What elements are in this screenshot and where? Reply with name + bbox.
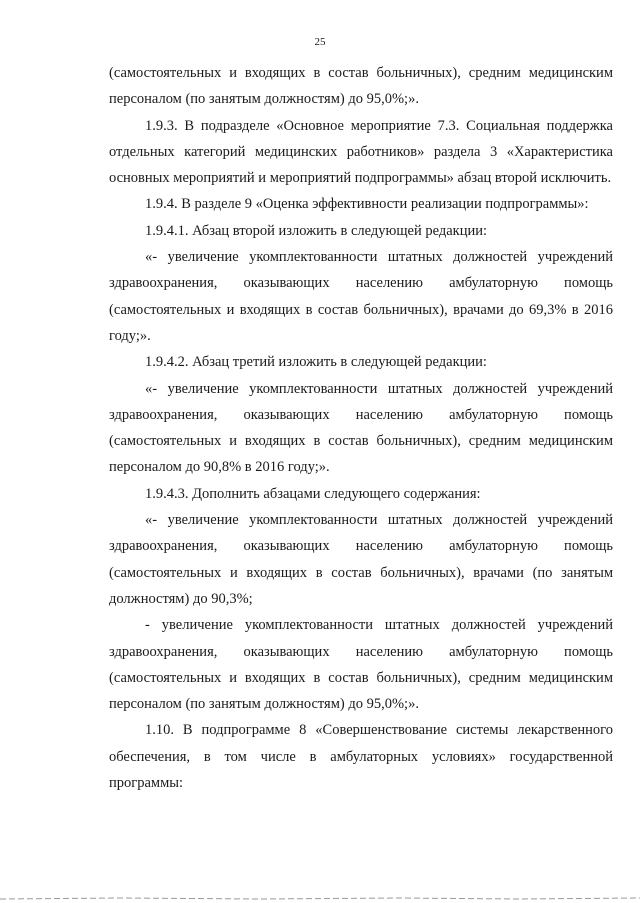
paragraph: 1.9.4.3. Дополнить абзацами следующего содержания: [145, 485, 481, 502]
paragraph: - увеличение укомплектованности штатных должностей учреждений здравоохранения, оказывающих населению амбулаторную помощь (самостоятельных и входящих в состав больничных), средним медицинским персоналом (по занятым должностям) до 95,0%;». [109, 617, 613, 713]
paragraph: «- увеличение укомплектованности штатных должностей учреждений здравоохранения, оказывающих населению амбулаторную помощь (самостоятельных и входящих в состав больничных), средним медицинским персоналом до 90,8% в 2016 году;». [109, 380, 613, 476]
page-number: 25 [314, 36, 326, 48]
paragraph: 1.9.4.1. Абзац второй изложить в следующей редакции: [145, 222, 488, 239]
paragraph: 1.9.4.2. Абзац третий изложить в следующей редакции: [145, 354, 487, 371]
paragraph: (самостоятельных и входящих в состав больничных), средним медицинским персоналом (по занятым должностям) до 95,0%;». [109, 65, 613, 108]
paragraph: «- увеличение укомплектованности штатных должностей учреждений здравоохранения, оказывающих населению амбулаторную помощь (самостоятельных и входящих в состав больничных), врачами (по занятым должностям) до 90,3%; [109, 512, 613, 607]
document-body [109, 60, 613, 796]
paragraph: 1.10. В подпрограмме 8 «Совершенствование системы лекарственного обеспечения, в том числе в амбулаторных условиях» государственной программы: [109, 722, 613, 792]
paragraph: 1.9.3. В подразделе «Основное мероприятие 7.3. Социальная поддержка отдельных категорий медицинских работников» раздела 3 «Характеристика основных мероприятий и мероприятий подпрограммы» абзац второй исключить. [109, 117, 613, 187]
paragraph: 1.9.4. В разделе 9 «Оценка эффективности реализации подпрограммы»: [145, 196, 589, 213]
paragraph: «- увеличение укомплектованности штатных должностей учреждений здравоохранения, оказывающих населению амбулаторную помощь (самостоятельных и входящих в состав больничных), врачами до 69,3% в 2016 году;». [109, 249, 613, 344]
scan-bottom-edge [0, 893, 640, 903]
